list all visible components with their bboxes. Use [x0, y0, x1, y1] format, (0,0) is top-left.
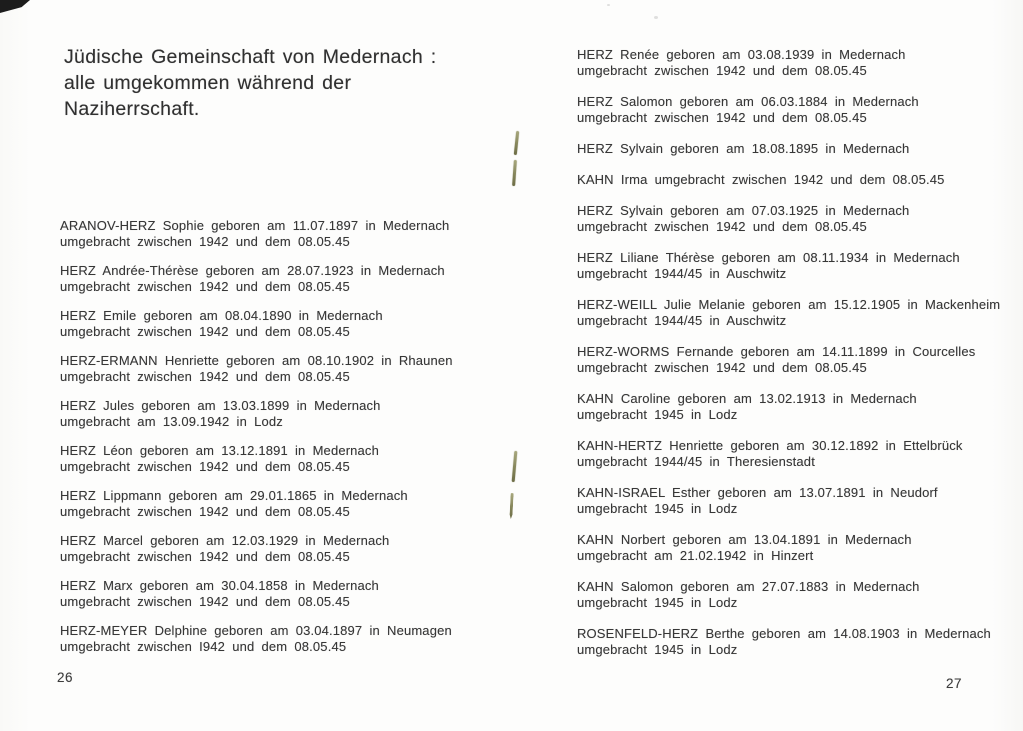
title-line: alle umgekommen während der	[64, 72, 352, 94]
entry-line: umgebracht 1945 in Lodz	[577, 595, 738, 610]
entry-line: HERZ Sylvain geboren am 18.08.1895 in Medernach	[577, 141, 910, 156]
entry-line: ROSENFELD-HERZ Berthe geboren am 14.08.1903 in Medernach	[577, 626, 991, 641]
entry-line: KAHN Caroline geboren am 13.02.1913 in Medernach	[577, 391, 917, 406]
memorial-entry	[60, 263, 500, 295]
memorial-entry	[577, 250, 1023, 282]
entry-line: HERZ Salomon geboren am 06.03.1884 in Medernach	[577, 94, 919, 109]
entry-line: umgebracht zwischen 1942 und dem 08.05.45	[577, 219, 867, 234]
entry-line: umgebracht 1944/45 in Auschwitz	[577, 313, 787, 328]
page-number-right: 27	[946, 676, 963, 691]
thread-segment	[514, 131, 519, 155]
entry-line: umgebracht zwischen 1942 und dem 08.05.45	[60, 594, 350, 609]
memorial-entry	[577, 297, 1023, 329]
memorial-entry	[577, 485, 1023, 517]
entry-line: umgebracht zwischen 1942 und dem 08.05.45	[577, 110, 867, 125]
entry-line: umgebracht 1945 in Lodz	[577, 642, 738, 657]
memorial-entry	[60, 398, 500, 430]
entry-line: umgebracht am 21.02.1942 in Hinzert	[577, 548, 814, 563]
binding-stitch-top	[510, 131, 520, 189]
thread-segment	[509, 493, 513, 519]
entry-line: umgebracht zwischen 1942 und dem 08.05.45	[577, 63, 867, 78]
entry-line: HERZ Lippmann geboren am 29.01.1865 in Medernach	[60, 488, 408, 503]
entry-line: KAHN Salomon geboren am 27.07.1883 in Medernach	[577, 579, 920, 594]
entry-line: umgebracht zwischen 1942 und dem 08.05.45	[60, 459, 350, 474]
memorial-entry	[60, 308, 500, 340]
memorial-entry	[577, 94, 1023, 126]
entry-line: HERZ Marx geboren am 30.04.1858 in Medernach	[60, 578, 379, 593]
memorial-entry	[60, 488, 500, 520]
entry-line: umgebracht 1945 in Lodz	[577, 501, 738, 516]
entry-line: HERZ Renée geboren am 03.08.1939 in Medernach	[577, 47, 906, 62]
memorial-entry	[577, 172, 1023, 188]
memorial-entry	[577, 344, 1023, 376]
entry-line: umgebracht zwischen I942 und dem 08.05.45	[60, 639, 347, 654]
title-line: Jüdische Gemeinschaft von Medernach :	[64, 46, 437, 68]
entry-line: HERZ-MEYER Delphine geboren am 03.04.1897 in Neumagen	[60, 623, 452, 638]
entry-line: HERZ-WORMS Fernande geboren am 14.11.1899 in Courcelles	[577, 344, 976, 359]
entry-line: HERZ Sylvain geboren am 07.03.1925 in Medernach	[577, 203, 910, 218]
memorial-entry	[577, 438, 1023, 470]
entry-line: umgebracht 1945 in Lodz	[577, 407, 738, 422]
memorial-entry	[577, 579, 1023, 611]
entry-line: umgebracht 1944/45 in Auschwitz	[577, 266, 787, 281]
memorial-entry	[577, 391, 1023, 423]
entry-line: umgebracht zwischen 1942 und dem 08.05.45	[577, 360, 867, 375]
entry-line: KAHN Norbert geboren am 13.04.1891 in Medernach	[577, 532, 912, 547]
memorial-entry	[60, 578, 500, 610]
thread-segment	[512, 160, 517, 186]
memorial-list-left	[60, 218, 500, 668]
entry-line: umgebracht zwischen 1942 und dem 08.05.45	[60, 234, 350, 249]
memorial-entry	[60, 623, 500, 655]
entry-line: HERZ-ERMANN Henriette geboren am 08.10.1902 in Rhaunen	[60, 353, 453, 368]
scan-corner-artifact	[0, 0, 30, 13]
entry-line: umgebracht zwischen 1942 und dem 08.05.45	[60, 549, 350, 564]
entry-line: umgebracht zwischen 1942 und dem 08.05.45	[60, 369, 350, 384]
paper-speck	[654, 16, 658, 19]
memorial-entry	[577, 532, 1023, 564]
binding-stitch-bottom	[508, 451, 518, 521]
entry-line: KAHN-ISRAEL Esther geboren am 13.07.1891 in Neudorf	[577, 485, 938, 500]
entry-line: HERZ Marcel geboren am 12.03.1929 in Medernach	[60, 533, 390, 548]
title-line: Naziherrschaft.	[64, 98, 200, 120]
page-number-left: 26	[57, 670, 74, 685]
memorial-entry	[60, 218, 500, 250]
memorial-entry	[577, 626, 1023, 658]
entry-line: umgebracht 1944/45 in Theresienstadt	[577, 454, 815, 469]
memorial-list-right	[577, 47, 1023, 673]
memorial-entry	[577, 47, 1023, 79]
entry-line: KAHN Irma umgebracht zwischen 1942 und dem 08.05.45	[577, 172, 945, 187]
entry-line: HERZ Léon geboren am 13.12.1891 in Medernach	[60, 443, 379, 458]
entry-line: ARANOV-HERZ Sophie geboren am 11.07.1897 in Medernach	[60, 218, 450, 233]
entry-line: HERZ Jules geboren am 13.03.1899 in Medernach	[60, 398, 381, 413]
entry-line: umgebracht zwischen 1942 und dem 08.05.45	[60, 279, 350, 294]
memorial-entry	[60, 353, 500, 385]
page-title	[64, 44, 436, 122]
paper-speck	[607, 4, 610, 6]
entry-line: HERZ-WEILL Julie Melanie geboren am 15.12.1905 in Mackenheim	[577, 297, 1001, 312]
entry-line: HERZ Emile geboren am 08.04.1890 in Medernach	[60, 308, 383, 323]
entry-line: umgebracht zwischen 1942 und dem 08.05.45	[60, 504, 350, 519]
memorial-entry	[60, 443, 500, 475]
entry-line: umgebracht zwischen 1942 und dem 08.05.45	[60, 324, 350, 339]
entry-line: HERZ Andrée-Thérèse geboren am 28.07.1923 in Medernach	[60, 263, 445, 278]
memorial-entry	[60, 533, 500, 565]
entry-line: HERZ Liliane Thérèse geboren am 08.11.1934 in Medernach	[577, 250, 960, 265]
entry-line: KAHN-HERTZ Henriette geboren am 30.12.1892 in Ettelbrück	[577, 438, 963, 453]
memorial-entry	[577, 141, 1023, 157]
thread-segment	[512, 451, 518, 482]
entry-line: umgebracht am 13.09.1942 in Lodz	[60, 414, 283, 429]
memorial-entry	[577, 203, 1023, 235]
